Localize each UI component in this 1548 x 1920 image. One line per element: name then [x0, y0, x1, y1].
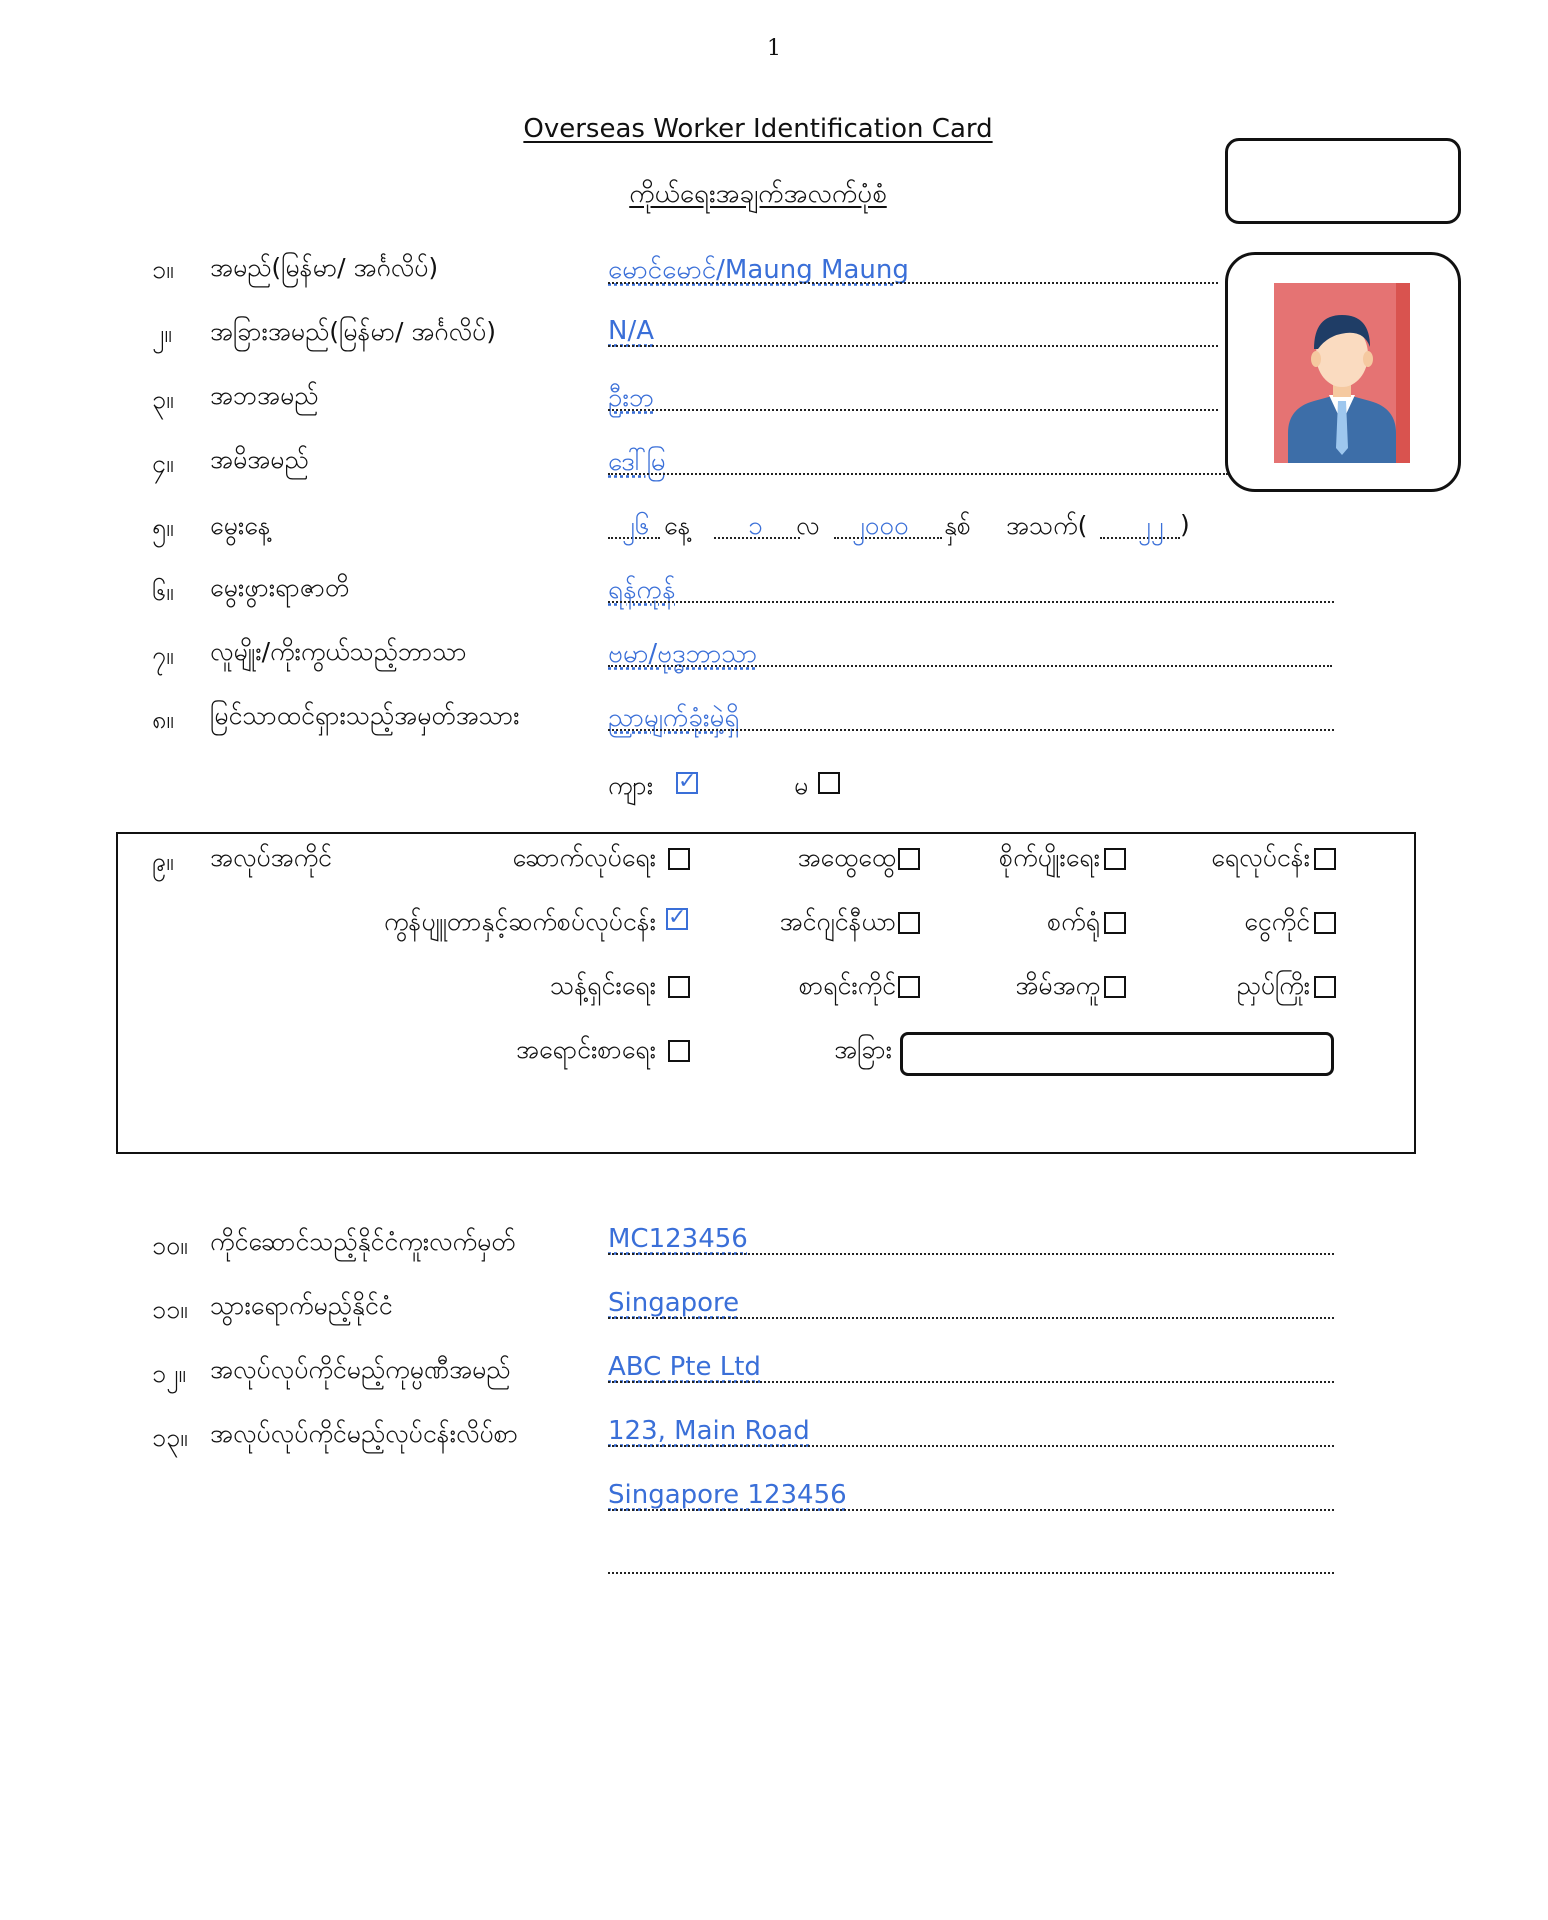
dotted-line — [608, 473, 1228, 475]
occupation-hairdresser-checkbox[interactable] — [1314, 976, 1336, 998]
checkbox-empty-icon — [1104, 848, 1126, 870]
gender-female-checkbox[interactable] — [818, 772, 840, 794]
field-value-company[interactable]: ABC Pte Ltd — [608, 1352, 761, 1382]
gender-female-label: မ — [794, 771, 809, 800]
field-value-birthplace[interactable]: ရန်ကုန် — [608, 575, 676, 605]
field-label-passport: ကိုင်ဆောင်သည့်နိုင်ငံကူးလက်မှတ် — [210, 1227, 516, 1256]
occupation-option-cleaning: သန့်ရှင်းရေး — [550, 971, 656, 1000]
field-value-work-address-line2[interactable]: Singapore 123456 — [608, 1480, 847, 1510]
age-value[interactable]: ၂၂ — [1138, 511, 1164, 541]
gender-male-label: ကျား — [608, 771, 654, 800]
dob-month[interactable]: ၁ — [748, 511, 763, 541]
field-number: ၃။ — [152, 385, 174, 414]
dotted-line — [608, 1381, 1334, 1383]
occupation-computer-checkbox[interactable] — [666, 905, 688, 930]
checkbox-empty-icon — [898, 976, 920, 998]
occupation-option-sales-clerk: အရောင်းစာရေး — [516, 1035, 656, 1064]
field-number: ၅။ — [152, 513, 174, 542]
dotted-line — [608, 345, 1218, 347]
occupation-other-label: အခြား — [834, 1035, 892, 1064]
dob-row — [608, 508, 1228, 548]
occupation-label: အလုပ်အကိုင် — [210, 843, 332, 872]
occupation-cleaning-checkbox[interactable] — [668, 976, 690, 998]
occupation-option-fishery: ရေလုပ်ငန်း — [1211, 843, 1310, 872]
dotted-line — [608, 282, 1218, 284]
field-number: ၂။ — [152, 319, 172, 348]
dotted-line — [608, 729, 1334, 731]
occupation-general-checkbox[interactable] — [898, 848, 920, 870]
checkbox-empty-icon — [668, 976, 690, 998]
dotted-line — [608, 1509, 1334, 1511]
field-number: ၆။ — [152, 577, 174, 606]
dotted-line — [608, 1572, 1334, 1574]
occupation-engineer-checkbox[interactable] — [898, 912, 920, 934]
dob-year[interactable]: ၂၀၀၀ — [852, 511, 909, 541]
occupation-sales-clerk-checkbox[interactable] — [668, 1040, 690, 1062]
checkbox-checked-icon: ✓ — [668, 905, 687, 930]
title-myanmar: ကိုယ်ရေးအချက်အလက်ပုံစံ — [629, 179, 887, 209]
field-number: ၁၂။ — [152, 1359, 186, 1388]
dotted-line — [608, 1317, 1334, 1319]
checkbox-empty-icon — [818, 772, 840, 794]
field-label-mother-name: အမိအမည် — [210, 445, 309, 474]
field-value-destination[interactable]: Singapore — [608, 1288, 740, 1318]
dotted-line — [608, 409, 1218, 411]
checkbox-empty-icon — [1104, 976, 1126, 998]
occupation-accountant-checkbox[interactable] — [898, 976, 920, 998]
age-label: အသက်( — [1006, 511, 1088, 540]
field-label-race-religion: လူမျိုး/ကိုးကွယ်သည့်ဘာသာ — [210, 637, 467, 666]
field-value-other-name[interactable]: N/A — [608, 316, 654, 346]
gender-male-checkbox[interactable] — [676, 769, 698, 794]
person-avatar-icon — [1274, 283, 1410, 463]
checkbox-empty-icon — [898, 848, 920, 870]
field-value-race-religion[interactable]: ဗမာ/ဗုဒ္ဓဘာသာ — [608, 639, 758, 669]
field-label-destination: သွားရောက်မည့်နိုင်ငံ — [210, 1291, 393, 1320]
field-value-mother-name[interactable]: ဒေါ်မြ — [608, 447, 666, 477]
dob-month-unit: လ — [796, 511, 820, 540]
dotted-line — [608, 1253, 1334, 1255]
photo-frame — [1225, 252, 1461, 492]
occupation-option-cashier: ငွေကိုင် — [1244, 907, 1310, 936]
dotted-line — [608, 665, 1332, 667]
field-label-birthplace: မွေးဖွားရာဇာတိ — [210, 573, 350, 602]
occupation-cashier-checkbox[interactable] — [1314, 912, 1336, 934]
occupation-option-computer: ကွန်ပျူတာနှင့်ဆက်စပ်လုပ်ငန်း — [383, 907, 656, 936]
field-label-father-name: အဘအမည် — [210, 381, 319, 410]
occupation-option-factory: စက်ရုံ — [1047, 907, 1100, 936]
field-label-name: အမည်(မြန်မာ/ အင်္ဂလိပ်) — [210, 253, 439, 282]
checkbox-empty-icon — [898, 912, 920, 934]
occupation-factory-checkbox[interactable] — [1104, 912, 1126, 934]
occupation-agriculture-checkbox[interactable] — [1104, 848, 1126, 870]
occupation-fishery-checkbox[interactable] — [1314, 848, 1336, 870]
field-number: ၁။ — [152, 255, 174, 284]
occupation-option-agriculture: စိုက်ပျိုးရေး — [999, 843, 1100, 872]
field-value-father-name[interactable]: ဦးဘ — [608, 383, 655, 413]
occupation-other-input[interactable] — [900, 1032, 1334, 1076]
occupation-option-hairdresser: ညှပ်ကြိုး — [1236, 971, 1310, 1000]
checkbox-empty-icon — [1314, 912, 1336, 934]
field-number: ၇။ — [152, 641, 174, 670]
dob-day-unit: နေ့ — [664, 511, 691, 540]
field-number: ၁၀။ — [152, 1231, 188, 1260]
field-number: ၁၁။ — [152, 1295, 188, 1324]
occupation-option-engineer: အင်ဂျင်နီယာ — [779, 907, 896, 936]
occupation-construction-checkbox[interactable] — [668, 848, 690, 870]
checkbox-empty-icon — [668, 1040, 690, 1062]
occupation-option-domestic-helper: အိမ်အကူ — [1015, 971, 1100, 1000]
field-number: ၈။ — [152, 705, 174, 734]
dob-day[interactable]: ၂၆ — [622, 511, 650, 541]
title-english: Overseas Worker Identification Card — [523, 114, 993, 144]
checkbox-empty-icon — [668, 848, 690, 870]
field-label-work-address: အလုပ်လုပ်ကိုင်မည့်လုပ်ငန်းလိပ်စာ — [210, 1419, 519, 1448]
dob-year-unit: နှစ် — [944, 511, 971, 540]
occupation-option-general: အထွေထွေ — [797, 843, 896, 872]
field-value-work-address-line1[interactable]: 123, Main Road — [608, 1416, 810, 1446]
occupation-option-construction: ဆောက်လုပ်ရေး — [512, 843, 656, 872]
dotted-line — [608, 1445, 1334, 1447]
field-label-company: အလုပ်လုပ်ကိုင်မည့်ကုမ္ပဏီအမည် — [210, 1355, 511, 1384]
age-close: ) — [1180, 510, 1190, 539]
checkbox-checked-icon: ✓ — [678, 769, 697, 794]
checkbox-empty-icon — [1314, 976, 1336, 998]
checkbox-empty-icon — [1314, 848, 1336, 870]
field-label-other-name: အခြားအမည်(မြန်မာ/ အင်္ဂလိပ်) — [210, 317, 497, 346]
field-number: ၁၃။ — [152, 1423, 188, 1452]
reference-box[interactable] — [1225, 138, 1461, 224]
field-value-passport[interactable]: MC123456 — [608, 1224, 748, 1254]
occupation-number: ၉။ — [152, 847, 174, 876]
field-label-dob: မွေးနေ့ — [210, 511, 271, 540]
checkbox-empty-icon — [1104, 912, 1126, 934]
field-number: ၄။ — [152, 449, 174, 478]
field-label-identifying-mark: မြင်သာထင်ရှားသည့်အမှတ်အသား — [210, 701, 520, 730]
page-number: 1 — [767, 36, 781, 61]
occupation-option-accountant: စာရင်းကိုင် — [798, 971, 896, 1000]
dotted-line — [608, 601, 1334, 603]
occupation-domestic-helper-checkbox[interactable] — [1104, 976, 1126, 998]
field-value-name[interactable]: မောင်မောင်/Maung Maung — [608, 255, 909, 285]
field-value-identifying-mark[interactable]: ညာမျက်ခုံးမှဲ့ရှိ — [608, 703, 740, 733]
